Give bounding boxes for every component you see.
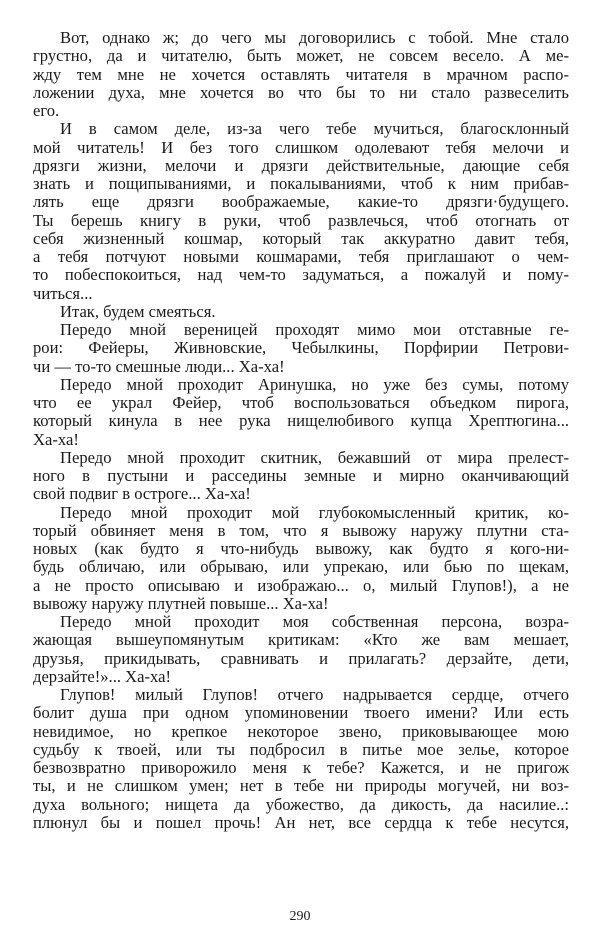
text-line: рои: Фейеры, Живновские, Чебылкины, Порфирии Петрови- (33, 338, 569, 358)
text-line: чи — то-то смешные люди... Ха-ха! (33, 356, 285, 376)
paragraph-first-line: Передо мной проходит мой глубокомысленный критик, ко- (60, 502, 569, 522)
text-line: жду тем мне не хочется оставлять читателя в мрачном распо- (33, 64, 569, 84)
text-line: мой читатель! И без того слишком одолевают тебя мелочи и (33, 137, 569, 157)
text-line: дрязги жизни, мелочи и дрязги действительные, дающие себя (33, 155, 569, 175)
paragraph-first-line: Передо мной вереницей проходят мимо мои отставные ге- (60, 320, 569, 339)
text-line: который кинула в нее рука нищелюбивого купца Хрептюгина... (33, 411, 569, 431)
text-line: жающая вышеупомянутым критикам: «Кто же вам мешает, (33, 630, 569, 650)
text-line: свой подвиг в остроге... Ха-ха! (33, 484, 251, 504)
paragraph-first-line: Глупов! милый Глупов! отчего надрывается сердце, отчего (60, 685, 569, 704)
text-line: знать и пощипываниями, и покалываниями, чтоб к ним прибав- (33, 174, 569, 193)
page-number: 290 (289, 909, 311, 924)
paragraph-first-line: Передо мной проходит Аринушка, но уже без сумы, потому (60, 374, 569, 394)
text-line: ного в пустыни и расседины земные и мирно оканчивающий (33, 466, 569, 485)
paragraph-first-line: Передо мной проходит моя собственная персона, возра- (60, 612, 569, 631)
text-line: читься... (33, 283, 93, 303)
text-line: вывожу наружу плутней повыше... Ха-ха! (33, 593, 329, 613)
text-line: плюнул бы и пошел прочь! Ан нет, все сердца к тебе несутся, (33, 812, 569, 832)
text-line: его. (33, 101, 60, 120)
text-line: духа вольного; нищета да убожество, да дикость, да насилие..: (33, 794, 569, 814)
text-line: ты, и не слишком умен; нет в тебе ни природы могучей, ни воз- (33, 776, 569, 796)
text-line: а тебя потчуют новыми кошмарами, тебя приглашают о чем- (33, 247, 569, 266)
text-line: новых (как будто я что-нибудь вывожу, как будто я кого-ни- (33, 539, 569, 558)
text-line: ложении духа, мне хочется во что бы то ни стало развеселить (33, 82, 569, 102)
paragraph-first-line: Вот, однако ж; до чего мы договорились с тобой. Мне стало (60, 28, 569, 47)
text-line: безвозвратно приворожило меня к тебе? Кажется, и не пригож (33, 758, 569, 777)
text-line: лять еще дрязги воображаемые, какие-то дрязги·будущего. (33, 192, 569, 212)
text-line: дерзайте!»... Ха-ха! (33, 666, 171, 686)
book-page-text (33, 29, 569, 832)
text-line: Ты берешь книгу в руки, чтоб развлечься, чтоб отогнать от (33, 210, 569, 230)
text-line: друзья, прикидывать, сравнивать и прилагать? дерзайте, дети, (33, 648, 569, 668)
text-line: невидимое, но крепкое некоторое звено, приковывающее мою (33, 721, 569, 741)
text-line: судьбу к твоей, или ты подбросил в питье мое зелье, которое (33, 739, 569, 759)
text-line: то побеспокоиться, над чем-то задуматься, а пожалуй и помy- (33, 265, 569, 285)
paragraph-first-line: Итак, будем смеяться. (60, 301, 216, 321)
paragraph-first-line: И в самом деле, из-за чего тебе мучиться, благосклонный (60, 119, 569, 139)
text-line: что ее украл Фейер, чтоб воспользоваться объедком пирога, (33, 393, 569, 412)
text-line: болит душа при одном упоминовении твоего имени? Или есть (33, 703, 569, 723)
text-line: а не просто описываю и изображаю... о, милый Глупов!), а не (33, 575, 569, 595)
text-line: будь обличаю, или обрываю, или упрекаю, или бью по щекам, (33, 557, 569, 577)
text-line: Ха-ха! (33, 429, 79, 449)
text-line: грустно, да и читателю, быть может, не совсем весело. А ме- (33, 46, 569, 66)
text-line: торый обвиняет меня в том, что я вывожу наружу плутни ста- (33, 520, 569, 540)
text-line: себя жизненный кошмар, который так аккуратно давит тебя, (33, 228, 569, 248)
paragraph-first-line: Передо мной проходит скитник, бежавший от мира прелест- (60, 447, 569, 467)
